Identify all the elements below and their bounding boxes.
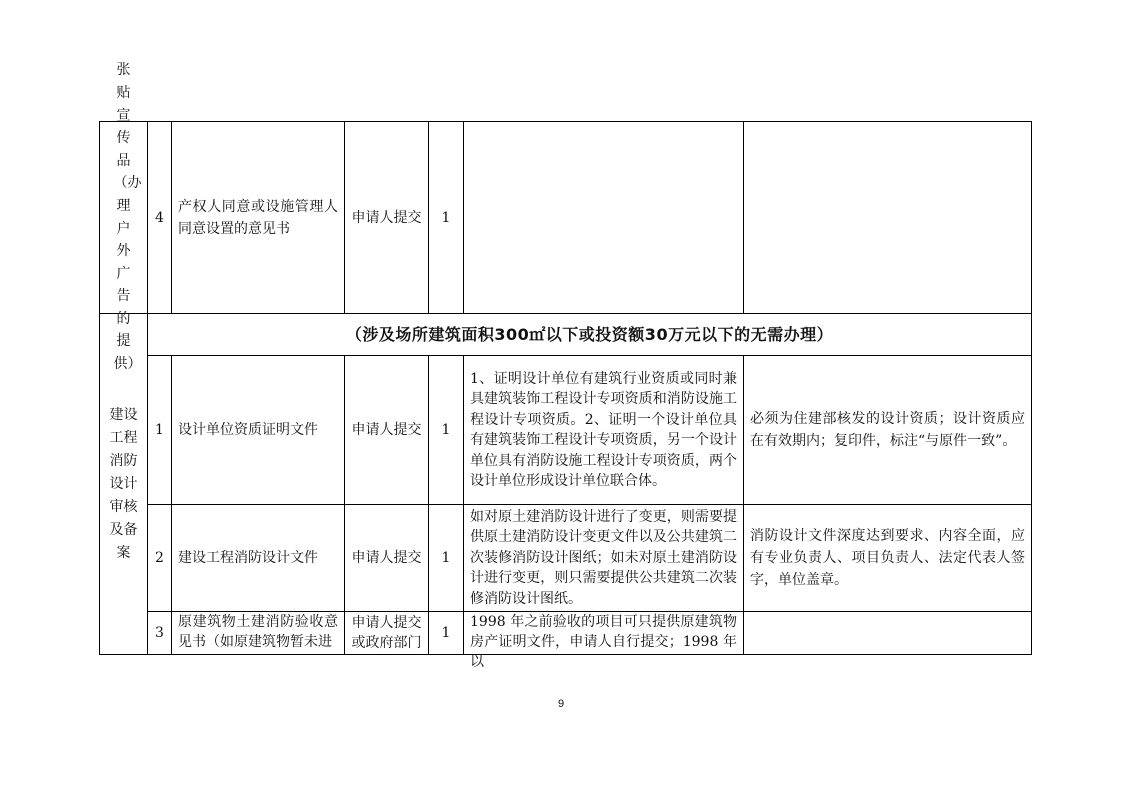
material-cell — [172, 356, 344, 504]
copies-cell — [429, 122, 463, 313]
row-number-cell — [148, 356, 171, 504]
material-cell — [172, 505, 344, 611]
source-cell — [345, 122, 428, 313]
notes-cell — [744, 356, 1031, 504]
section-banner — [148, 314, 1031, 355]
material-name: 设计单位资质证明文件 — [178, 422, 318, 438]
category-cell — [100, 314, 147, 654]
requirement-cell — [464, 356, 743, 504]
category-cell — [100, 62, 147, 373]
copies-count: 1 — [441, 625, 451, 641]
page-number: 9 — [557, 698, 565, 710]
notes-cell — [744, 122, 1031, 313]
copies-count: 1 — [441, 550, 451, 566]
row-number-cell — [148, 612, 171, 654]
category-label: 建设工程消防设计审核及备案 — [109, 406, 138, 561]
row-number: 3 — [155, 625, 164, 641]
notes-text: 必须为住建部核发的设计资质；设计资质应在有效期内；复印件，标注“与原件一致”。 — [750, 411, 1025, 449]
section-banner-text: （涉及场所建筑面积300㎡以下或投资额30万元以下的无需办理） — [345, 324, 834, 344]
material-source: 申请人提交 — [351, 209, 422, 226]
requirement-text: 1998 年之前验收的项目可只提供原建筑物房产证明文件，申请人自行提交；1998 年以 — [470, 614, 737, 670]
requirement-cell — [464, 122, 743, 313]
material-source: 申请人提交 — [351, 422, 422, 438]
material-cell — [172, 612, 344, 654]
notes-cell — [744, 505, 1031, 611]
row-number-cell — [148, 505, 171, 611]
requirement-cell — [464, 505, 743, 611]
notes-text: 消防设计文件深度达到要求、内容全面，应有专业负责人、项目负责人、法定代表人签字，单位盖章。 — [750, 528, 1025, 588]
source-cell — [345, 505, 428, 611]
copies-cell — [429, 356, 463, 504]
material-name: 产权人同意或设施管理人同意设置的意见书 — [178, 198, 338, 237]
row-number: 4 — [155, 209, 164, 226]
copies-cell — [429, 505, 463, 611]
material-name: 建设工程消防设计文件 — [178, 550, 318, 566]
row-number: 1 — [155, 422, 164, 438]
material-source: 申请人提交或政府部门 — [351, 615, 422, 651]
material-cell — [172, 122, 344, 313]
material-name: 原建筑物土建消防验收意见书（如原建筑物暂未进 — [178, 614, 338, 650]
copies-count: 1 — [441, 209, 451, 226]
source-cell — [345, 612, 428, 654]
copies-cell — [429, 612, 463, 654]
category-label: 张贴宣传品（办理户外广告的提供） — [113, 62, 142, 373]
row-number: 2 — [155, 550, 164, 566]
table-border-right — [1031, 121, 1032, 655]
row-number-cell — [148, 122, 171, 313]
material-source: 申请人提交 — [351, 550, 422, 566]
requirement-text: 1、证明设计单位有建筑行业资质或同时兼具建筑装饰工程设计专项资质和消防设施工程设计专项资质。2、证明一个设计单位具有建筑装饰工程设计专项资质，另一个设计单位具有消防设施工程设计专项资质，两个设计单位形成设计单位联合体。 — [470, 370, 737, 489]
notes-cell — [744, 612, 1031, 654]
requirement-cell — [464, 612, 743, 670]
copies-count: 1 — [441, 422, 451, 438]
source-cell — [345, 356, 428, 504]
requirement-text: 如对原土建消防设计进行了变更，则需要提供原土建消防设计变更文件以及公共建筑二次装修消防设计图纸；如未对原土建消防设计进行变更，则只需要提供公共建筑二次装修消防设计图纸。 — [470, 508, 737, 607]
